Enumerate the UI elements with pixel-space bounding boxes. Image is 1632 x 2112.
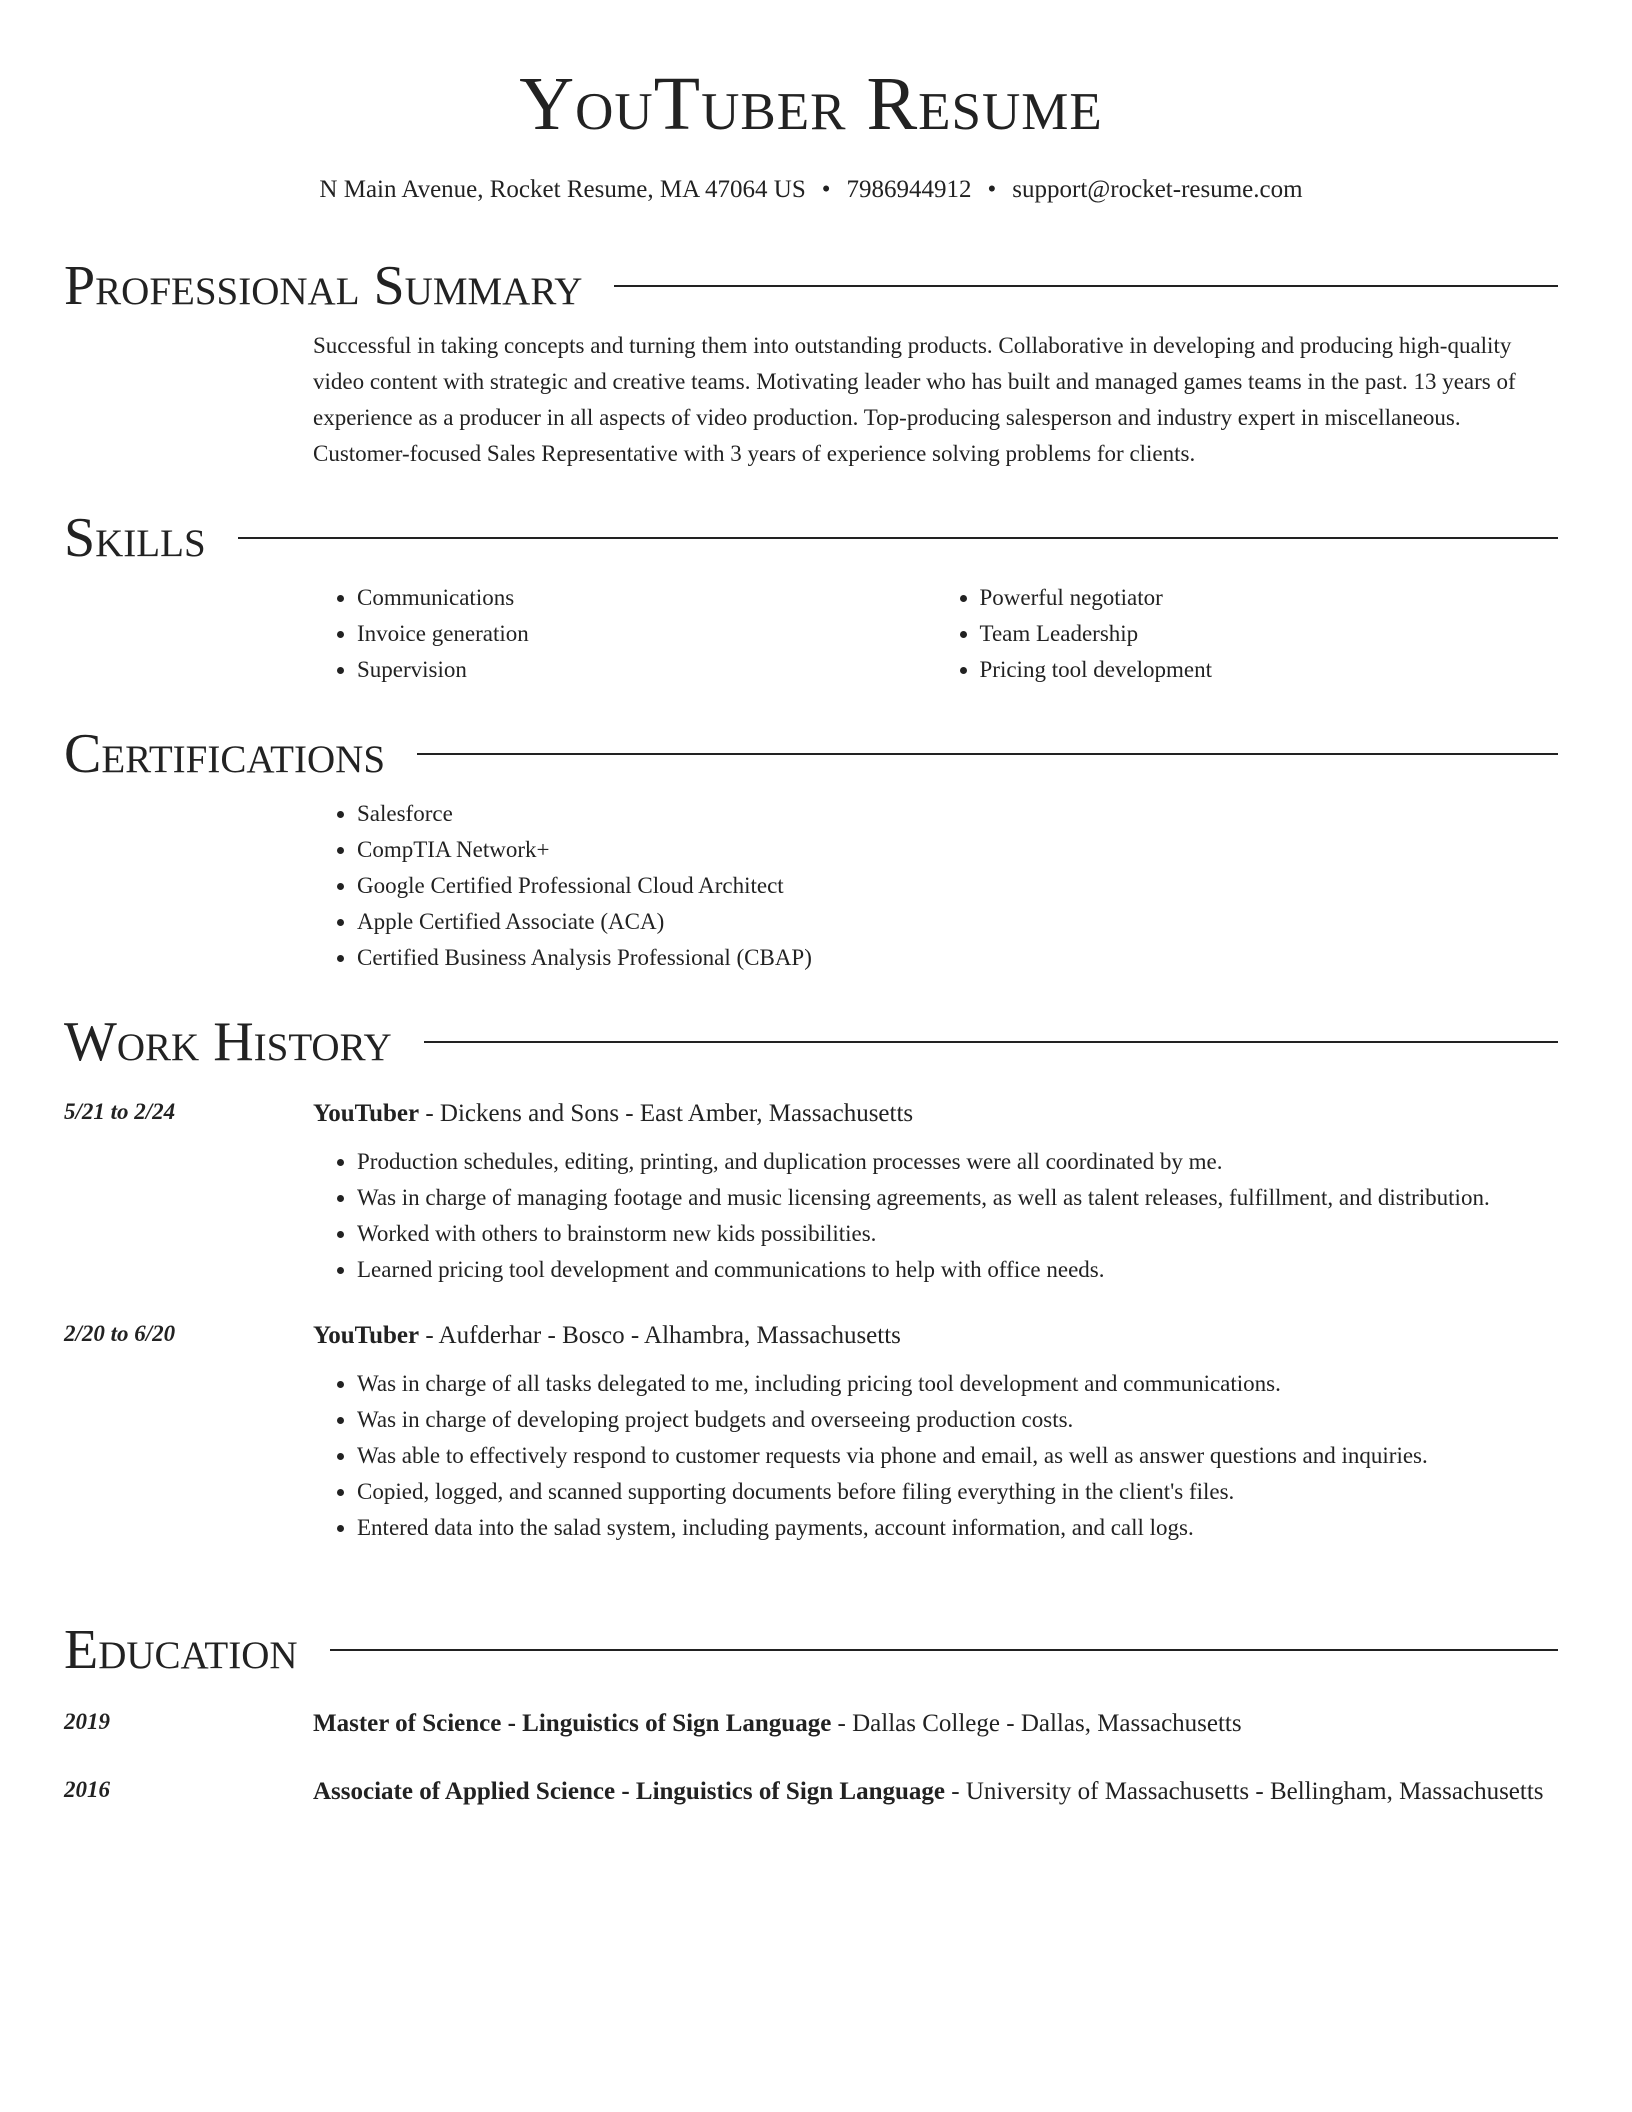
education-school: - Dallas College - Dallas, Massachusetts (831, 1710, 1242, 1737)
skill-item: • Pricing tool development (980, 652, 1559, 688)
contact-address: N Main Avenue, Rocket Resume, MA 47064 US (319, 176, 806, 203)
certifications-list (313, 796, 1558, 976)
job-bullet: • Entered data into the salad system, including payments, account information, and call logs. (357, 1510, 1558, 1546)
job-bullet: • Copied, logged, and scanned supporting documents before filing everything in the client's files. (357, 1474, 1558, 1510)
job-employer: - Dickens and Sons - East Amber, Massachusetts (419, 1100, 914, 1127)
work-history-heading: Work History (64, 1011, 392, 1073)
education-entry (64, 1704, 1558, 1744)
contact-phone: 7986944912 (846, 176, 972, 203)
skills-grid (313, 580, 1558, 688)
summary-text: Successful in taking concepts and turning them into outstanding products. Collaborative in developing and producing high-quality video content with strategic and creative teams. Motivating leader who has built and managed games teams in the past. 13 years of experience as a producer in all aspects of video production. Top-producing salesperson and industry expert in miscellaneous. Customer-focused Sales Representative with 3 years of experience solving problems for clients. (313, 333, 1516, 466)
section-divider (330, 1649, 1558, 1651)
work-history-section (64, 1010, 1558, 1546)
certification-item: • CompTIA Network+ (357, 832, 1558, 868)
skills-list-left (313, 580, 936, 688)
job-entry (64, 1316, 1558, 1546)
certification-item: • Apple Certified Associate (ACA) (357, 904, 1558, 940)
section-divider (238, 537, 1558, 539)
certifications-heading: Certifications (64, 723, 386, 785)
certification-item: • Salesforce (357, 796, 1558, 832)
job-employer: - Aufderhar - Bosco - Alhambra, Massachusetts (419, 1322, 901, 1349)
job-bullet: • Was in charge of developing project budgets and overseeing production costs. (357, 1402, 1558, 1438)
education-year: 2016 (64, 1777, 110, 1802)
education-entry (64, 1772, 1558, 1812)
skill-item: • Supervision (357, 652, 936, 688)
skill-item: • Powerful negotiator (980, 580, 1559, 616)
skills-heading: Skills (64, 507, 206, 569)
education-degree: Associate of Applied Science - Linguistics of Sign Language (313, 1778, 945, 1805)
job-title-line (313, 1316, 1558, 1356)
certification-item: • Google Certified Professional Cloud Architect (357, 868, 1558, 904)
education-line (313, 1704, 1558, 1744)
skills-section (64, 506, 1558, 688)
section-divider (614, 285, 1558, 287)
job-bullet: • Was in charge of all tasks delegated to me, including pricing tool development and communications. (357, 1366, 1558, 1402)
job-bullet: • Was able to effectively respond to customer requests via phone and email, as well as answer questions and inquiries. (357, 1438, 1558, 1474)
skill-item: • Team Leadership (980, 616, 1559, 652)
job-role: YouTuber (313, 1100, 420, 1127)
job-dates: 5/21 to 2/24 (64, 1099, 176, 1124)
job-bullet: • Was in charge of managing footage and music licensing agreements, as well as talent releases, fulfillment, and distribution. (357, 1180, 1558, 1216)
education-school: - University of Massachusetts - Bellingham, Massachusetts (945, 1778, 1544, 1805)
section-divider (417, 753, 1558, 755)
job-bullet: • Production schedules, editing, printing, and duplication processes were all coordinated by me. (357, 1144, 1558, 1180)
certification-item: • Certified Business Analysis Professional (CBAP) (357, 940, 1558, 976)
job-role: YouTuber (313, 1322, 420, 1349)
job-entry (64, 1094, 1558, 1288)
section-divider (424, 1041, 1558, 1043)
job-bullets (313, 1144, 1558, 1288)
contact-separator: • (987, 176, 997, 203)
education-line (313, 1772, 1558, 1812)
job-bullets (313, 1366, 1558, 1546)
contact-email[interactable]: support@rocket-resume.com (1012, 176, 1303, 203)
job-bullet: • Learned pricing tool development and communications to help with office needs. (357, 1252, 1558, 1288)
job-dates: 2/20 to 6/20 (64, 1321, 176, 1346)
job-bullet: • Worked with others to brainstorm new kids possibilities. (357, 1216, 1558, 1252)
contact-line (64, 172, 1558, 208)
contact-separator: • (821, 176, 831, 203)
skills-list-right (936, 580, 1559, 688)
resume-name: YouTuber Resume (519, 62, 1103, 146)
education-year: 2019 (64, 1709, 110, 1734)
skill-item: • Communications (357, 580, 936, 616)
education-heading: Education (64, 1619, 298, 1681)
education-section (64, 1618, 1558, 1812)
certifications-section (64, 722, 1558, 976)
summary-heading: Professional Summary (64, 255, 583, 317)
skill-item: • Invoice generation (357, 616, 936, 652)
job-title-line (313, 1094, 1558, 1134)
education-degree: Master of Science - Linguistics of Sign Language (313, 1710, 832, 1737)
summary-section (64, 254, 1558, 472)
